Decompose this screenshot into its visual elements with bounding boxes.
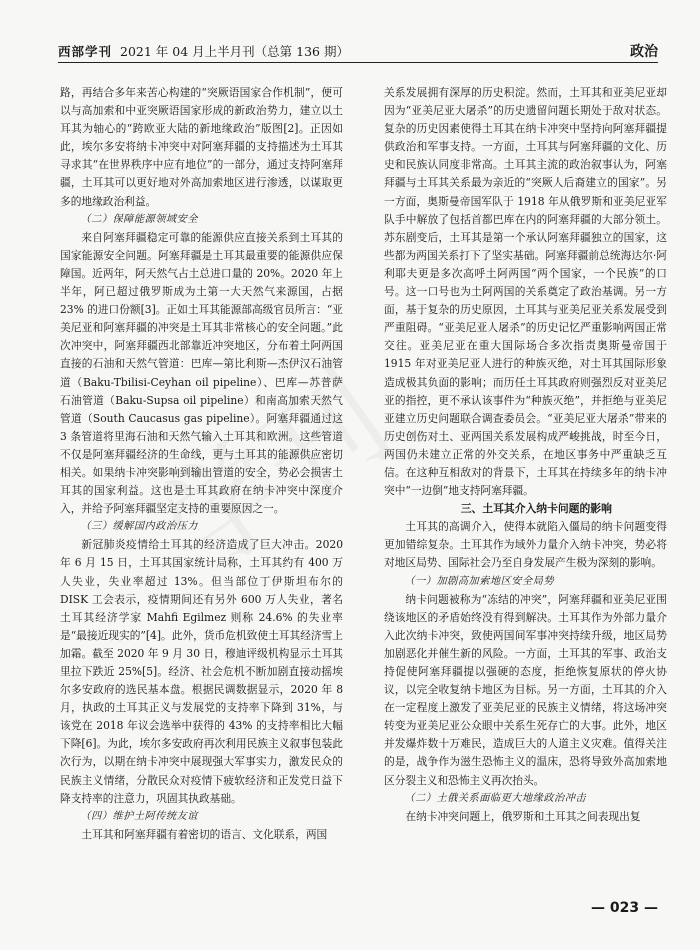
- section-label: 政治: [630, 44, 658, 60]
- body-paragraph: 土耳其的高调介入，使得本就陷入僵局的纳卡问题变得更加错综复杂。土耳其作为域外力量介入纳卡冲突，势必将对地区局势、国际社会乃至自身发展产生极为深刻的影响。: [384, 520, 667, 570]
- body-paragraph: 在纳卡冲突问题上，俄罗斯和土耳其之间表现出复: [405, 809, 641, 823]
- subsection-heading: （二）土俄关系面临更大地缘政治冲击: [404, 792, 587, 804]
- subsection-heading: （三）缓解国内政治压力: [80, 521, 198, 533]
- issue-label: 2021 年 04 月上半月刊（总第 136 期）: [120, 44, 349, 59]
- subsection-heading: （四）维护土阿传统友谊: [80, 810, 198, 822]
- subsection-heading: （一）加剧高加索地区安全局势: [404, 575, 555, 587]
- body-paragraph: 路，再结合多年来苦心构建的“突厥语国家合作机制”，便可以与高加索和中亚突厥语国家形成的新政治势力，建立以土耳其为轴心的“跨欧亚大陆的新地缘政治”版图[2]。正因如此，埃尔多安将纳卡冲突中对阿塞拜疆的支持描述为土耳其寻求其“在世界秩序中应有地位”的一部分，通过支持阿塞拜疆，土耳其可以更好地对外高加索地区进行渗透，以谋取更多的地缘政治利益。: [60, 86, 343, 208]
- body-paragraph: 土耳其和阿塞拜疆有着密切的语言、文化联系，两国: [81, 827, 328, 841]
- right-column: [384, 84, 667, 914]
- page-header: [58, 40, 658, 63]
- masthead-logo: 西部学刊: [58, 44, 113, 59]
- body-paragraph: 纳卡问题被称为“冻结的冲突”，阿塞拜疆和亚美尼亚围绕该地区的矛盾始终没有得到解决。土耳其作为外部力量介入此次纳卡冲突，致使两国间军事冲突持续升级，地区局势加剧恶化并催生新的风险。一方面，土耳其的军事、政治支持促使阿塞拜疆提以强硬的态度，拒绝恢复原状的停火协议，以完全收复纳卡地区为目标。另一方面，土耳其的介入在一定程度上激发了亚美尼亚的民族主义情绪，将这场冲突转变为亚美尼亚公众眼中关系生死存亡的大事。此外，地区并发爆炸数十万难民，造成巨大的人道主义灾难。值得关注的是，战争作为滋生恐怖主义的温床，恐将导致外高加索地区分裂主义和恐怖主义再次抬头。: [384, 592, 667, 787]
- page-number: — 023 —: [591, 900, 658, 916]
- body-paragraph: 关系发展拥有深厚的历史积淀。然而，土耳其和亚美尼亚却因为“亚美尼亚大屠杀”的历史遗留问题长期处于敌对状态。复杂的历史因素使得土耳其在纳卡冲突中坚持向阿塞拜疆提供政治和军事支持。一方面，土耳其与阿塞拜疆的文化、历史和民族认同度非常高。土耳其主流的政治叙事认为，阿塞拜疆与土耳其关系最为亲近的“突厥人后裔建立的国家”。另一方面，奥斯曼帝国军队于 1918 年从俄罗斯和亚美尼亚军队手中解放了包括首都巴库在内的阿塞拜疆的大部分领土。苏东剧变后，土耳其是第一个承认阿塞拜疆独立的国家，这些都为两国关系打下了坚实基础。阿塞拜疆前总统海达尔·阿利耶夫更是多次高呼土阿两国“两个国家，一个民族”的口号。这一口号也为土阿两国的关系奠定了政治基调。另一方面，基于复杂的历史原因，土耳其与亚美尼亚关系发展受到严重阻碍。“亚美尼亚人屠杀”的历史记忆严重影响两国正常交往。亚美尼亚在重大国际场合多次指责奥斯曼帝国于 1915 年对亚美尼亚人进行的种族灭绝，对土耳其国际形象造成极其负面的影响；而历任土耳其政府则强烈反对亚美尼亚的指控，更不承认该事件为“种族灭绝”，并拒绝与亚美尼亚建立历史问题联合调查委员会。“亚美尼亚大屠杀”带来的历史创伤对土、亚两国关系发展构成严峻挑战，时至今日，两国仍未建立正常的外交关系，在地区事务中严重缺乏互信。在这种互相敌对的背景下，土耳其在持续多年的纳卡冲突中“一边倒”地支持阿塞拜疆。: [384, 86, 667, 498]
- section-heading: 三、土耳其介入纳卡问题的影响: [460, 502, 612, 516]
- journal-info: [58, 42, 349, 60]
- left-column: [60, 84, 343, 914]
- subsection-heading: （二）保障能源领域安全: [80, 213, 198, 225]
- body-paragraph: 新冠肺炎疫情给土耳其的经济造成了巨大冲击。2020 年 6 月 15 日，土耳其国家统计局称，土耳其约有 400 万人失业，失业率超过 13%。但当部位丁伊斯坦布尔的 DISK 工会表示，疫情期间还有另外 600 万人失业，著名土耳其经济学家 Mahfi Egilmez 则称 24.6% 的失业率是“最接近现实的”[4]。此外，货币危机致使土耳其经济雪上加霜。截至 2020 年 9 月 30 日，穆迪评级机构显示土耳其里拉下跌近 25%[5]。经济、社会危机不断加剧直接动摇埃尔多安政府的选民基本盘。根据民调数据显示，2020 年 8 月，执政的土耳其正义与发展党的支持率下降到 31%，与该党在 2018 年议会选举中获得的 43% 的支持率相比大幅下降[6]。为此，埃尔多安政府再次利用民族主义叙事包装此次行为，以期在纳卡冲突中展现强大军事实力，激发民众的民族主义情绪，分散民众对疫情下疲软经济和正发党日益下降支持率的注意力，巩固其执政基础。: [60, 538, 343, 805]
- body-paragraph: 来自阿塞拜疆稳定可靠的能源供应直接关系到土耳其的国家能源安全问题。阿塞拜疆是土耳其最重要的能源供应保障国。近两年，阿天然气占土总进口量的 20%。2020 年上半年，阿已超过俄罗斯成为土第一大天然气来源国，占据 23% 的进口份额[3]。正如土耳其能源部高级官员所言：“亚美尼亚和阿塞拜疆的冲突是土耳其非常核心的安全问题。”此次冲突中，阿塞拜疆西北部靠近冲突地区，分布着土阿两国直接的石油和天然气管道：巴库—第比利斯—杰伊汉石油管道（Baku-Tbilisi-Ceyhan oil pipeline）、巴库—苏普萨石油管道（Baku-Supsa oil pipeline）和南高加索天然气管道（South Caucasus gas pipeline）。阿塞拜疆通过这 3 条管道将里海石油和天然气输入土耳其和欧洲。这些管道不仅是阿塞拜疆经济的生命线，更与土耳其的能源供应密切相关。如果纳卡冲突影响到输出管道的安全，势必会损害土耳其的国家利益。这也是土耳其政府在纳卡冲突中深度介入，并给予阿塞拜疆坚定支持的重要原因之一。: [60, 230, 343, 516]
